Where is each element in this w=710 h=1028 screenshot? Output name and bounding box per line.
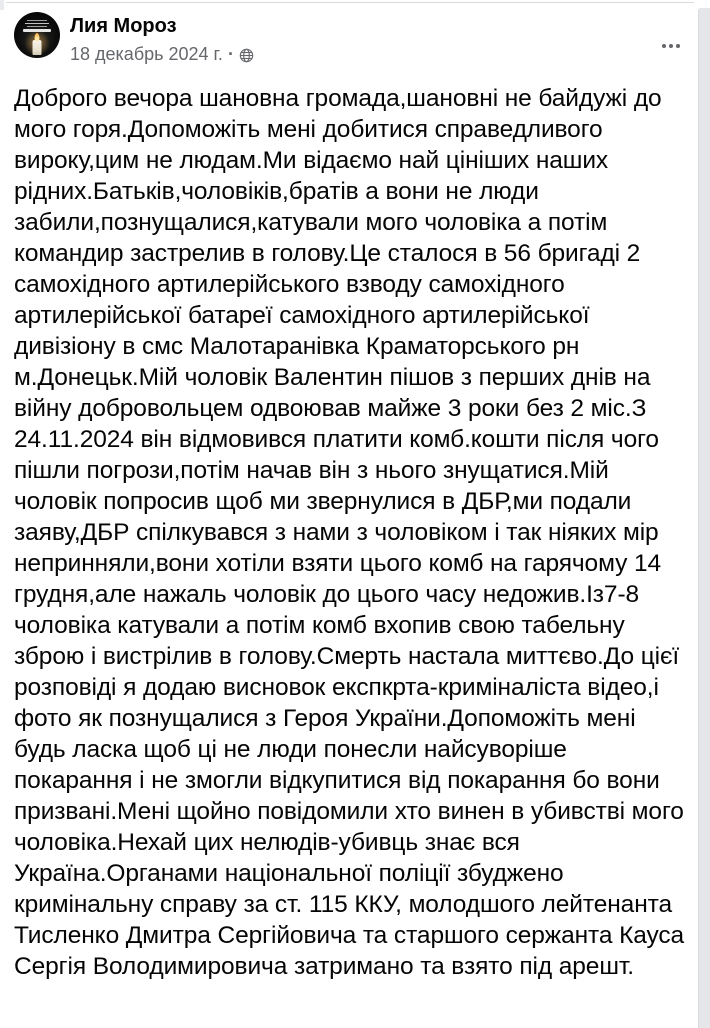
post-meta [70, 42, 660, 66]
avatar-tiny-text-line [25, 23, 49, 24]
ellipsis-icon [676, 44, 680, 48]
page-edge-strip [698, 8, 710, 1028]
author-name[interactable]: Лия Мороз [70, 15, 177, 37]
ellipsis-icon [662, 44, 666, 48]
ellipsis-icon [669, 44, 673, 48]
avatar-tiny-text-line [27, 20, 47, 21]
meta-separator: · [227, 44, 234, 64]
globe-icon [239, 48, 254, 63]
memorial-candle-avatar[interactable] [14, 12, 60, 58]
post-options-button[interactable] [660, 40, 682, 52]
avatar-tiny-text-line [27, 26, 47, 27]
candle-icon [33, 40, 42, 55]
post-text: Доброго вечора шановна громада,шановні не байдужі до мого горя.Допоможіть мені добитися справедливого вироку,цим не людам.Ми відаємо най цініших наших рідних.Батьків,чоловіків,братів а вони не люди забили,познущалися,катували мого чоловіка а потім командир застрелив в голову.Це сталося в 56 бригаді 2 самохідного артилерійського взводу самохідного артилерійської батареї самохідного артилерійської дивізіону в смс Малотаранівка Краматорського рн м.Донецьк.Мій чоловік Валентин пішов з перших днів на війну добровольцем одвоював майже 3 роки без 2 міс.З 24.11.2024 він відмовився платити комб.кошти після чого пішли погрози,потім начав він з нього знущатися.Мій чоловік попросив щоб ми звернулися в ДБР,ми подали заяву,ДБР спілкувався з нами з чоловіком і так ніяких мір непринняли,вони хотіли взяти цього комб на гарячому 14 грудня,але нажаль чоловік до цього часу недожив.Із7-8 чоловіка катували а потім комб вхопив свою табельну зброю і вистрілив в голову.Смерть настала миттєво.До цієї розповіді я додаю висновок експкрта-криміналіста відео,і фото як познущалися з Героя України.Допоможіть мені будь ласка щоб ці не люди понесли найсуворіше покарання і не змогли відкупитися від покарання бо вони призвані.Мені щойно повідомили хто винен в убивстві мого чоловіка.Нехай цих нелюдів-убивць знає вся Україна.Органами національної поліції збуджено кримінальну справу за ст. 115 ККУ, молодшого лейтенанта Тисленко Дмитра Сергійовича та старшого сержанта Кауса Сергія Володимировича затримано та взято під арешт. [14, 85, 691, 980]
post-header [0, 0, 698, 66]
header-text [70, 12, 660, 66]
post-timestamp[interactable]: 18 декабрь 2024 г. [70, 44, 223, 64]
candle-flame-icon [35, 33, 40, 41]
